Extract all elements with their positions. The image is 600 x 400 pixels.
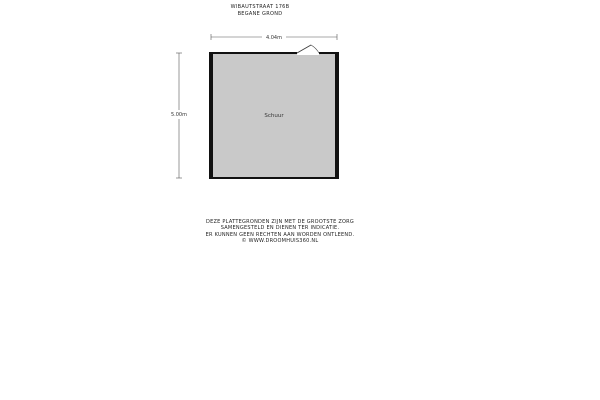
height-dimension bbox=[170, 53, 188, 178]
disclaimer-line: DEZE PLATTEGRONDEN ZIJN MET DE GROOTSTE ZORG bbox=[205, 219, 355, 225]
floor-title: BEGANE GROND bbox=[237, 11, 283, 17]
disclaimer-line: SAMENGESTELD EN DIENEN TER INDICATIE. bbox=[220, 225, 340, 232]
disclaimer-line: © WWW.DROOMHUIS360.NL bbox=[241, 238, 319, 245]
height-label: 5.00m bbox=[170, 112, 188, 118]
disclaimer bbox=[160, 219, 400, 245]
room-schuur bbox=[209, 45, 339, 179]
disclaimer-line: ER KUNNEN GEEN RECHTEN AAN WORDEN ONTLEEND. bbox=[205, 231, 355, 238]
door-opening bbox=[297, 51, 319, 55]
room-label: Schuur bbox=[264, 113, 284, 119]
width-label: 4.04m bbox=[265, 35, 283, 41]
address-title: WIBAUTSTRAAT 176B bbox=[230, 4, 290, 10]
width-dimension bbox=[211, 33, 337, 41]
